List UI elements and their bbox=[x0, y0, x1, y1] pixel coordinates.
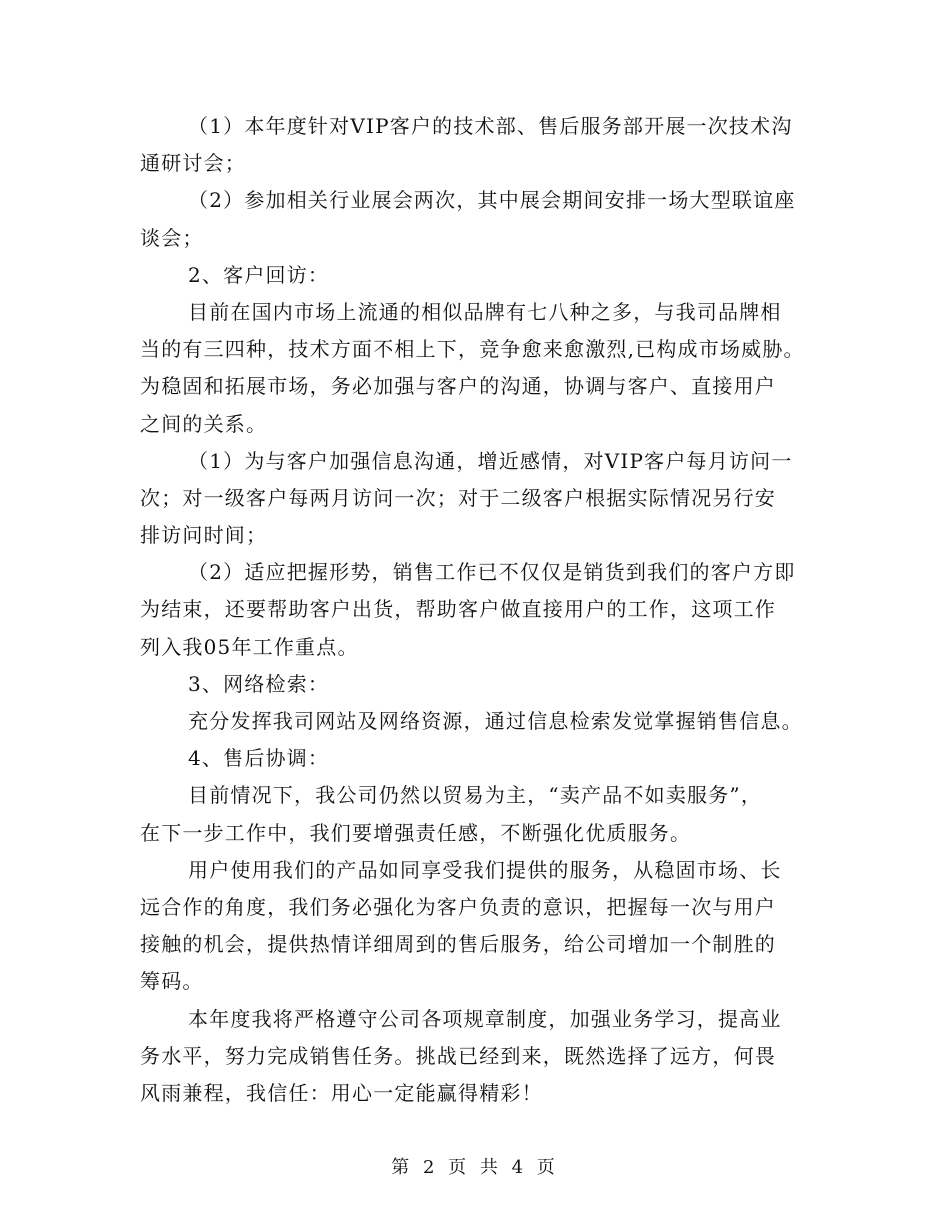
text-line: 排访问时间； bbox=[140, 523, 268, 548]
text-line: 接触的机会，提供热情详细周到的售后服务，给公司增加一个制胜的 bbox=[140, 932, 776, 957]
text-line: 通研讨会； bbox=[140, 151, 246, 176]
text-line: 次；对一级客户每两月访问一次；对于二级客户根据实际情况另行安 bbox=[140, 485, 776, 510]
text-line: 列入我05年工作重点。 bbox=[140, 634, 359, 659]
text-line: 为稳固和拓展市场，务必加强与客户的沟通，协调与客户、直接用户 bbox=[140, 374, 776, 399]
document-body bbox=[140, 108, 820, 1112]
text-line: 之间的关系。 bbox=[140, 411, 268, 436]
text-line: 充分发挥我司网站及网络资源，通过信息检索发觉掌握销售信息。 bbox=[188, 709, 803, 733]
text-line: （1）本年度针对VIP客户的技术部、售后服务部开展一次技术沟 bbox=[188, 114, 793, 138]
text-line: 风雨兼程，我信任：用心一定能赢得精彩！ bbox=[140, 1080, 543, 1105]
text-line: 本年度我将严格遵守公司各项规章制度，加强业务学习，提高业 bbox=[188, 1006, 782, 1031]
text-line: 目前在国内市场上流通的相似品牌有七八种之多，与我司品牌相 bbox=[188, 299, 782, 324]
text-line: 3、网络检索： bbox=[188, 671, 330, 696]
text-line: 为结束，还要帮助客户出货，帮助客户做直接用户的工作，这项工作 bbox=[140, 597, 776, 622]
text-line: 2、客户回访： bbox=[188, 262, 330, 287]
text-line: 远合作的角度，我们务必强化为客户负责的意识，把握每一次与用户 bbox=[140, 894, 776, 919]
text-line: 目前情况下，我公司仍然以贸易为主，“卖产品不如卖服务”， bbox=[188, 783, 763, 808]
text-line: 筹码。 bbox=[140, 969, 204, 994]
text-line: 当的有三四种，技术方面不相上下，竞争愈来愈激烈,已构成市场威胁。 bbox=[140, 337, 805, 362]
text-line: 用户使用我们的产品如同享受我们提供的服务，从稳固市场、长 bbox=[188, 857, 782, 882]
text-line: 务水平，努力完成销售任务。挑战已经到来，既然选择了远方，何畏 bbox=[140, 1043, 776, 1068]
text-line: 4、售后协调： bbox=[188, 746, 330, 771]
text-line: （2）适应把握形势，销售工作已不仅仅是销货到我们的客户方即 bbox=[188, 560, 796, 585]
text-line: （1）为与客户加强信息沟通，增近感情，对VIP客户每月访问一 bbox=[188, 448, 793, 473]
page-number: 第 2 页 共 4 页 bbox=[391, 1157, 559, 1178]
text-line: 谈会； bbox=[140, 225, 204, 250]
text-line: 在下一步工作中，我们要增强责任感，不断强化优质服务。 bbox=[140, 820, 692, 845]
text-line: （2）参加相关行业展会两次，其中展会期间安排一场大型联谊座 bbox=[188, 188, 796, 213]
